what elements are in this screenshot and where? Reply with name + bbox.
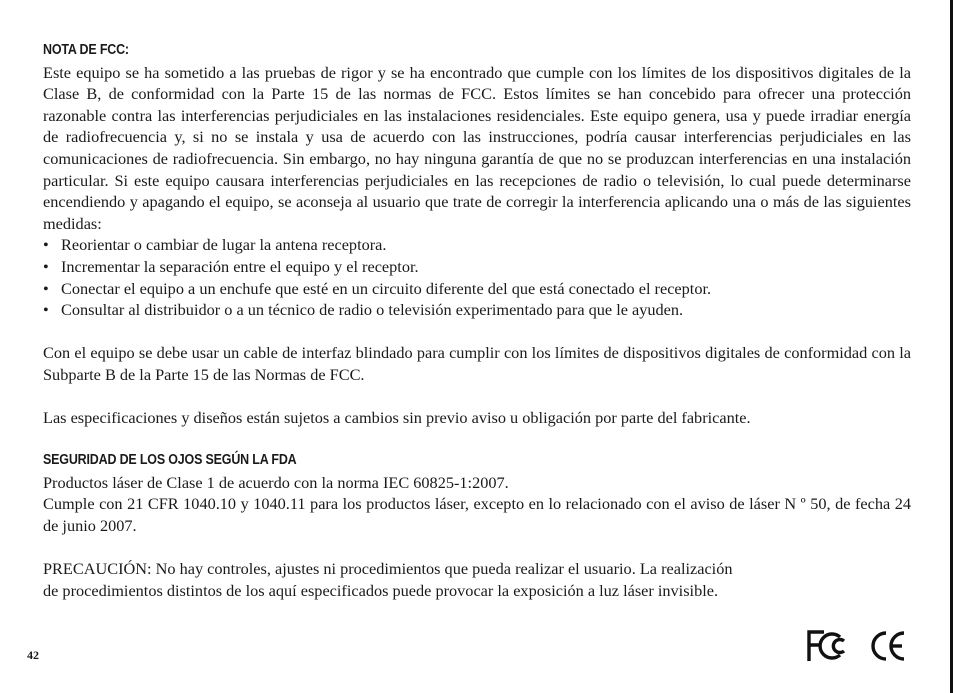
laser-class-line: Productos láser de Clase 1 de acuerdo con la norma IEC 60825-1:2007. [43, 472, 509, 492]
list-item: • Incrementar la separación entre el equipo y el receptor. [43, 256, 911, 278]
page-edge-rule [950, 0, 953, 693]
fcc-note-body: Este equipo se ha sometido a las pruebas de rigor y se ha encontrado que cumple con los límites de los dispositivos digitales de la Clase B, de conformidad con la Parte 15 de las normas de FCC. Estos límites se han concebido para ofrecer una protección razonable contra las interferencias perjudiciales en las instalaciones residenciales. Este equipo genera, usa y puede irradiar energía de radiofrecuencia y, si no se instala y usa de acuerdo con las instrucciones, podría causar interferencias perjudiciales en las comunicaciones de radiofrecuencia. Sin embargo, no hay ninguna garantía de que no se produzcan interferencias en una instalación particular. Si este equipo causara interferencias perjudiciales en las recepciones de radio o televisión, lo cual puede determinarse encendiendo y apagando el equipo, se aconseja al usuario que trate de corregir la interferencia aplicando una o más de las siguientes medidas: [43, 62, 911, 233]
fda-safety-heading: SEGURIDAD DE LOS OJOS SEGÚN LA FDA [43, 452, 297, 469]
list-item: • Reorientar o cambiar de lugar la antena receptora. [43, 234, 911, 256]
cfr-compliance-line: Cumple con 21 CFR 1040.10 y 1040.11 para los productos láser, excepto en lo relacionado con el aviso de láser N º 50, de fecha 24 de junio 2007. [43, 494, 911, 536]
list-item: • Consultar al distribuidor o a un técnico de radio o televisión experimentado para que le ayuden. [43, 299, 911, 321]
list-item: • Conectar el equipo a un enchufe que esté en un circuito diferente del que está conectado el receptor. [43, 278, 911, 300]
page-number: 42 [27, 648, 39, 662]
certification-logos [806, 628, 906, 664]
fcc-measures-list [43, 234, 911, 320]
fcc-ce-logo-icon [806, 628, 906, 664]
caution-line-2: de procedimientos distintos de los aquí especificados puede provocar la exposición a luz láser invisible. [43, 580, 719, 600]
document-body [43, 40, 911, 601]
specifications-note: Las especificaciones y diseños están sujetos a cambios sin previo aviso u obligación por parte del fabricante. [43, 408, 751, 428]
fcc-note-heading: NOTA DE FCC: [43, 42, 129, 58]
shielded-cable-note: Con el equipo se debe usar un cable de interfaz blindado para cumplir con los límites de dispositivos digitales de conformidad con la Subparte B de la Parte 15 de las Normas de FCC. [43, 343, 911, 384]
caution-line-1: PRECAUCIÓN: No hay controles, ajustes ni procedimientos que pueda realizar el usuario. La realización [43, 559, 733, 579]
